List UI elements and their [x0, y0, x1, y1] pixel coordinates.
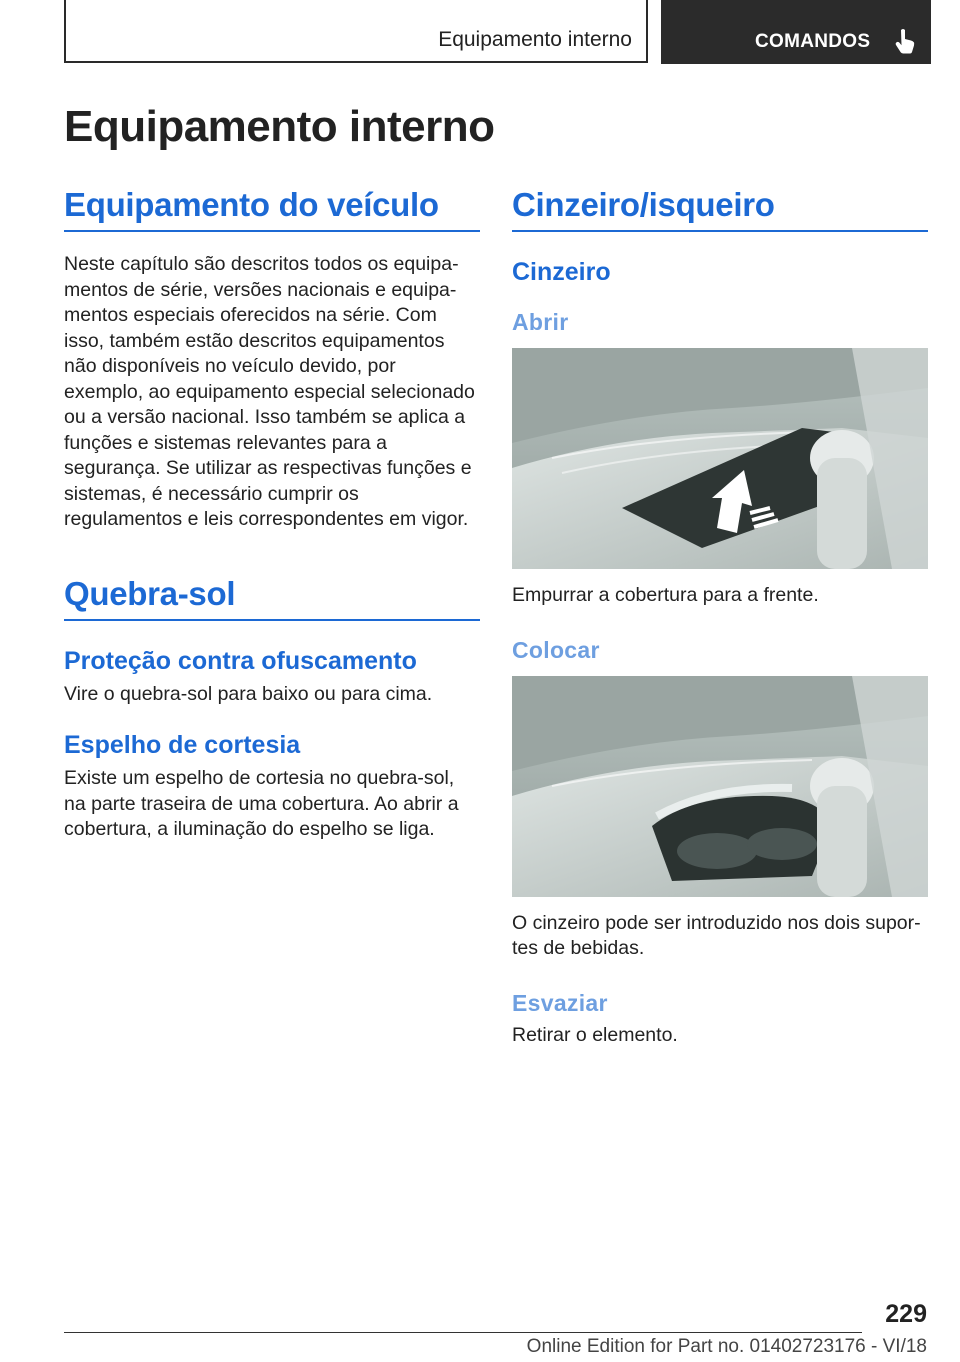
pointing-hand-icon: [893, 28, 917, 54]
vanity-mirror-text: Existe um espelho de cortesia no quebra-sol, na parte traseira de uma cobertura. Ao abrir a cobertura, a iluminação do espelho se liga.: [64, 767, 459, 840]
empty-text: Retirar o elemento.: [512, 1023, 678, 1046]
section-heading-sun-visor: Quebra-sol: [64, 575, 480, 621]
subheading-empty: Esvaziar: [512, 989, 608, 1016]
page-number: 229: [885, 1300, 927, 1328]
running-header: [64, 0, 648, 63]
footer-edition: Online Edition for Part no. 01402723176 - VI/18: [526, 1336, 927, 1357]
right-column: [512, 186, 928, 1048]
subheading-open: Abrir: [512, 309, 569, 335]
ashtray-open-photo: [512, 348, 928, 569]
section-heading-ashtray-lighter: Cinzeiro/isqueiro: [512, 186, 928, 232]
chapter-tab-label: COMANDOS: [755, 31, 871, 52]
footer-divider: [64, 1332, 862, 1333]
insert-caption: O cinzeiro pode ser introduzido nos dois suportes de bebidas.: [512, 911, 921, 959]
chapter-tab[interactable]: [661, 0, 931, 64]
subheading-vanity-mirror: Espelho de cortesia: [64, 731, 301, 759]
subheading-insert: Colocar: [512, 636, 600, 663]
vehicle-equipment-text: Neste capítulo são descritos todos os equipamentos de série, versões nacionais e equipamentos especiais oferecidos na série. Com isso, também estão descritos equipamentos não disponíveis no veículo devido, por exemplo, ao equipamento especial selecionado ou a versão nacional. Isso também se aplica a funções e sistemas relevantes para a segurança. Se utilizar as respectivas funções e sistemas, é necessário cumprir os regulamentos e leis correspondentes em vigor.: [64, 253, 475, 530]
page-title: Equipamento interno: [64, 102, 495, 151]
left-column: [64, 186, 480, 843]
ashtray-insert-photo: [512, 676, 928, 897]
open-caption: Empurrar a cobertura para a frente.: [512, 584, 819, 606]
header-section-label: Equipamento interno: [438, 28, 632, 51]
subheading-ashtray: Cinzeiro: [512, 258, 611, 286]
subheading-glare-protection: Proteção contra ofuscamento: [64, 646, 417, 675]
glare-protection-text: Vire o quebra-sol para baixo ou para cima.: [64, 682, 433, 705]
section-heading-vehicle-equipment: Equipamento do veículo: [64, 186, 480, 232]
